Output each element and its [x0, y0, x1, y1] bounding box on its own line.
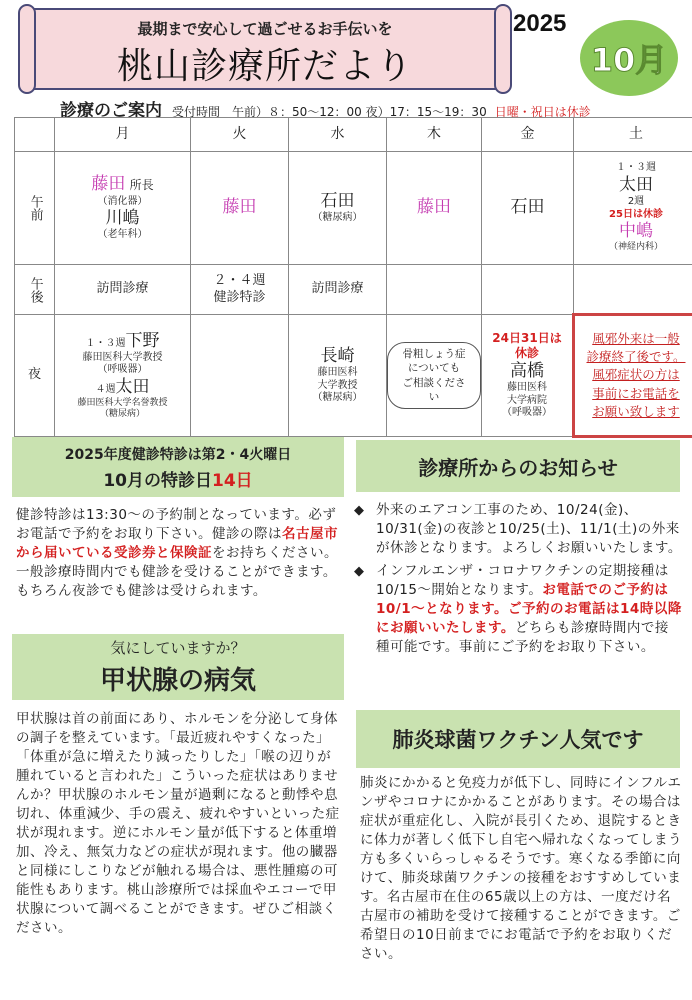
corner-cell: [15, 118, 55, 152]
checkup-text: 健診特診は13:30～の予約制となっています。必ずお電話で予約をお取り下さい。健診の際は: [16, 507, 337, 542]
notice-list: [352, 501, 682, 661]
day-header: 土: [574, 118, 692, 152]
cell-am-fri: [482, 152, 574, 265]
cell-am-tue: [191, 152, 289, 265]
diamond-bullet-icon: ◆: [354, 503, 365, 518]
doctor-name: 長崎: [320, 346, 355, 367]
doctor-affiliation: 藤田医科大学名誉教授: [77, 398, 168, 408]
week-note: 2週: [627, 196, 645, 208]
list-item: [352, 501, 682, 558]
cell-ev-thu: [387, 315, 482, 437]
row-label-ev: 夜: [15, 315, 55, 437]
thyroid-title: 甲状腺の病気: [99, 666, 256, 696]
list-item: [352, 562, 682, 657]
doctor-name: 藤田: [417, 197, 451, 218]
cell-ev-wed: [289, 315, 387, 437]
schedule-table: [14, 117, 692, 438]
checkup-header: [12, 437, 344, 497]
doctor-affiliation: 大学病院: [507, 394, 547, 406]
week-note: １・３週: [85, 337, 126, 349]
doctor-name: 太田: [619, 174, 653, 195]
doctor-name: 高橋: [510, 361, 544, 382]
checkup-text: をお持ちください。一般診療時間内でも健診を受けることができます。もちろん夜診でも健診は受けられます。: [16, 545, 338, 599]
doctor-specialty: （呼吸器）: [97, 364, 148, 376]
cell-am-sat: [574, 152, 692, 265]
issue-month: 10月: [590, 41, 668, 79]
notice-line: お願い致します: [592, 403, 680, 419]
notice-text: どちらも診療時間内で接種可能です。事前にご予約をお取り下さい。: [376, 620, 669, 655]
notice-line: 事前にお電話を: [592, 385, 680, 401]
day-header: 水: [289, 118, 387, 152]
day-header: 月: [55, 118, 191, 152]
doctor-affiliation: 藤田医科大学教授: [82, 351, 163, 363]
reception-hours: 受付時間 午前）８：50～12：00 夜）17：15～19：30: [172, 105, 487, 119]
cell-ev-mon: [55, 315, 191, 437]
cell-am-mon: [55, 152, 191, 265]
doctor-affiliation: 大学教授: [317, 379, 358, 391]
thyroid-body: 甲状腺は首の前面にあり、ホルモンを分泌して身体の調子を整えています。「最近疲れやすくなった」「体重が急に増えたり減ったりした」「喉の辺りが腫れていると言われた」こういった症状はありませんか？甲状腺のホルモン量が過剰になると動悸や息切れ、体重減少、手の震え、疲れやすいといった症状が現れます。逆にホルモン量が低下すると体重増加、冷え、無気力などの症状が現れます。他の臓器と同様にしこりなどが触れる場合は、悪性腫瘍の可能性もあります。桃山診療所では採血やエコーで甲状腺について調べることができます。ぜひご相談ください。: [16, 711, 340, 936]
week-note: ２・４週: [213, 273, 266, 289]
week-note: １・３週: [616, 162, 656, 174]
bubble-line: 骨粗しょう症: [402, 348, 466, 361]
notice-text: 外来のエアコン工事のため、10/24(金)、10/31(金)の夜診と10/25(土)、11/1(土)の外来が休診となります。よろしくお願いいたします。: [376, 502, 682, 556]
checkup-text-emphasis: 名古屋市から届いている受診券と保険証: [16, 526, 338, 561]
cell-pm-tue: [191, 265, 289, 315]
cell-ev-tue: [191, 315, 289, 437]
day-header: 木: [387, 118, 482, 152]
doctor-name: 藤田: [91, 174, 126, 195]
table-row-ev: [15, 315, 692, 437]
doctor-title: 所長: [129, 178, 154, 193]
notice-text-emphasis: お電話でのご予約は10/1～となります。ご予約のお電話は14時以降にお願いいたします。: [376, 582, 682, 636]
doctor-name: 太田: [115, 376, 150, 397]
doctor-name: 石田: [320, 191, 355, 212]
doctor-specialty: （糖尿病）: [99, 409, 145, 420]
cell-pm-mon: 訪問診療: [55, 265, 191, 315]
service-name: 健診特診: [213, 289, 266, 305]
cell-ev-fri: [482, 315, 574, 437]
notice-header: 診療所からのお知らせ: [356, 440, 680, 492]
cell-pm-sat: [574, 265, 692, 315]
table-row-pm: [15, 265, 692, 315]
bubble-line: ご相談ください: [402, 376, 466, 403]
table-row-am: [15, 152, 692, 265]
doctor-specialty: （消化器）: [97, 195, 148, 207]
bubble-line: についても: [407, 362, 461, 375]
doctor-specialty: （糖尿病）: [312, 392, 363, 404]
notice-line: 風邪症状の方は: [592, 367, 680, 383]
thyroid-header: [12, 634, 344, 700]
row-label-pm: 午後: [15, 265, 55, 315]
doctor-affiliation: 藤田医科: [317, 367, 358, 379]
hours-title: 診療のご案内: [60, 101, 162, 121]
doctor-specialty: （呼吸器）: [502, 407, 552, 419]
newsletter-title-banner: [26, 8, 504, 90]
thyroid-pretitle: 気にしていますか？: [110, 639, 246, 657]
notice-line: 診療終了後です。: [586, 349, 686, 365]
doctor-specialty: （神経内科）: [608, 242, 663, 253]
doctor-name: 中嶋: [619, 221, 653, 242]
checkup-body: [16, 506, 342, 601]
row-label-am: 午前: [15, 152, 55, 265]
month-badge: [580, 20, 678, 96]
newsletter-title: 桃山診療所だより: [116, 46, 413, 87]
notice-text: インフルエンザ・コロナワクチンの定期接種は10/15～開始となります。: [376, 563, 669, 598]
notice-line: 風邪外来は一般: [592, 330, 680, 346]
doctor-name: 川嶋: [105, 208, 140, 228]
cell-pm-wed: 訪問診療: [289, 265, 387, 315]
cell-am-thu: [387, 152, 482, 265]
doctor-name: 石田: [510, 197, 545, 218]
closed-note: 休診: [514, 346, 539, 361]
diamond-bullet-icon: ◆: [354, 564, 365, 579]
doctor-affiliation: 藤田医科: [507, 382, 547, 394]
pneumo-body: 肺炎にかかると免疫力が低下し、同時にインフルエンザやコロナにかかることがあります。その場合は症状が重症化し、入院が長引くため、退院するときに体力が著しく低下し自宅へ帰れなくなってしまう方も多くいらっしゃるそうです。寒くなる季節に向けて、肺炎球菌ワクチンの接種をおすすめしています。名古屋市在住の65歳以上の方は、一度だけ名古屋市の補助を受けて接種することができます。ご希望日の10日前までにお電話で予約をお取りください。: [360, 775, 682, 962]
doctor-name: 下野: [125, 330, 160, 351]
cell-pm-thu: [387, 265, 482, 315]
doctor-specialty: （老年科）: [97, 229, 148, 241]
week-note: ４週: [95, 383, 116, 395]
closed-note: 25日は休診: [609, 208, 663, 220]
doctor-specialty: （糖尿病）: [312, 212, 363, 224]
newsletter-subtitle: 最期まで安心して過ごせるお手伝いを: [137, 20, 393, 38]
day-header: 火: [191, 118, 289, 152]
checkup-day-label: 10月の特診日: [103, 470, 212, 491]
cell-am-wed: [289, 152, 387, 265]
pneumo-header: 肺炎球菌ワクチン人気です: [356, 710, 680, 768]
checkup-day: 14日: [212, 470, 253, 491]
checkup-schedule: 2025年度健診特診は第2・4火曜日: [64, 446, 292, 463]
day-header: 金: [482, 118, 574, 152]
doctor-name: 藤田: [222, 197, 257, 218]
cold-clinic-notice: [574, 315, 692, 437]
cell-pm-fri: [482, 265, 574, 315]
table-header-row: [15, 118, 692, 152]
osteoporosis-bubble: [387, 342, 481, 409]
closed-note: 24日31日は: [492, 331, 562, 346]
issue-year: 2025: [513, 10, 567, 37]
closed-days: 日曜・祝日は休診: [494, 105, 591, 119]
